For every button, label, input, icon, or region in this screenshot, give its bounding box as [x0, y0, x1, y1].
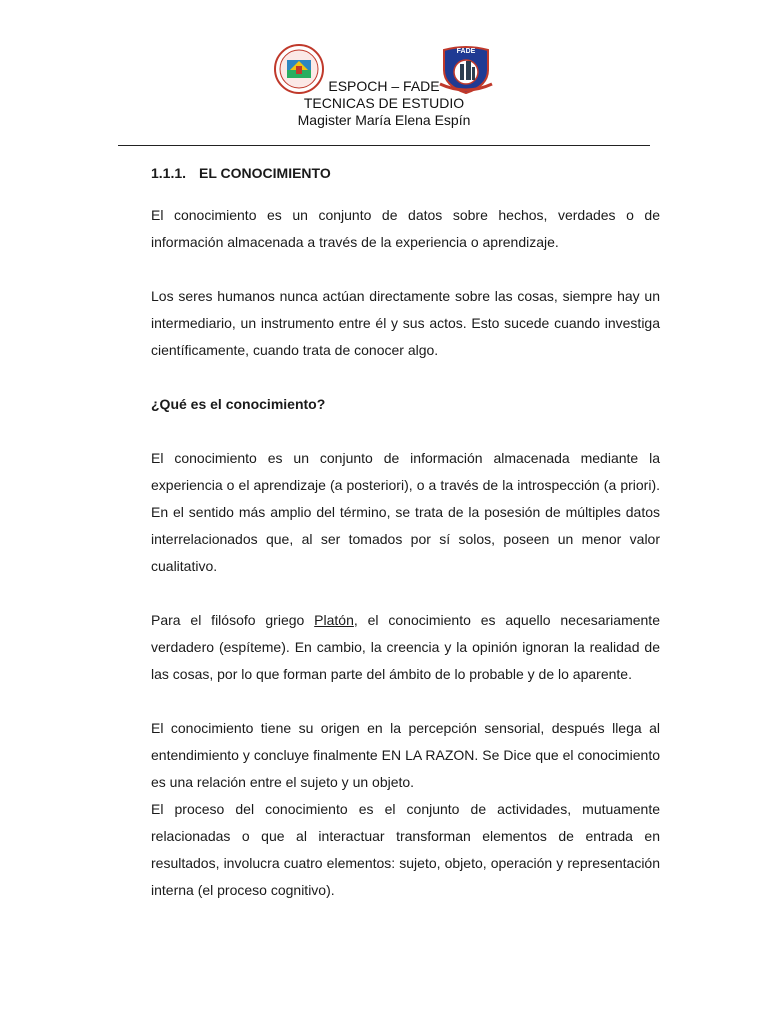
document-header [0, 78, 768, 129]
plato-link[interactable]: Platón [314, 612, 354, 628]
paragraph-information: El conocimiento es un conjunto de información almacenada mediante la experiencia o el aprendizaje (a posteriori), o a través de la introspección (a priori). En el sentido más amplio del término, se trata de la posesión de múltiples datos interrelacionados que, al ser tomados por sí solos, poseen un menor valor cualitativo. [151, 450, 660, 574]
section-title: EL CONOCIMIENTO [199, 165, 331, 181]
fade-logo-text: FADE [456, 48, 476, 55]
paragraph-definition: El conocimiento es un conjunto de datos sobre hechos, verdades o de información almacenada a través de la experiencia o aprendizaje. [151, 207, 660, 250]
paragraph-plato [151, 607, 660, 688]
spacer [151, 256, 660, 283]
plato-intro: Para el filósofo griego [151, 612, 315, 628]
section-heading [151, 160, 660, 187]
subheading-question: ¿Qué es el conocimiento? [151, 396, 326, 412]
spacer [151, 580, 660, 607]
plato-rest: , el conocimiento es aquello necesariamente verdadero (espíteme). En cambio, la creencia y la opinión ignoran la realidad de las cosas, por lo que forman parte del ámbito de lo probable y de lo aparente. [151, 612, 660, 682]
spacer [151, 688, 660, 715]
spacer [151, 364, 660, 391]
paragraph-process: El proceso del conocimiento es el conjunto de actividades, mutuamente relacionadas o que al interactuar transforman elementos de entrada en resultados, involucra cuatro elementos: sujeto, objeto, operación y representación interna (el proceso cognitivo). [151, 801, 660, 898]
paragraph-intermediary: Los seres humanos nunca actúan directamente sobre las cosas, siempre hay un intermediario, un instrumento entre él y sus actos. Esto sucede cuando investiga científicamente, cuando trata de conocer algo. [151, 288, 660, 358]
document-body [151, 160, 660, 904]
section-number: 1.1.1. [151, 165, 187, 181]
spacer [151, 187, 660, 202]
spacer [151, 418, 660, 445]
header-institution: ESPOCH – FADE [328, 78, 440, 94]
paragraph-origin: El conocimiento tiene su origen en la percepción sensorial, después llega al entendimiento y concluye finalmente EN LA RAZON. Se Dice que el conocimiento es una relación entre el sujeto y un objeto. [151, 720, 660, 790]
header-course: TECNICAS DE ESTUDIO [303, 95, 465, 111]
header-author: Magister María Elena Espín [297, 112, 471, 128]
header-divider [118, 145, 650, 146]
